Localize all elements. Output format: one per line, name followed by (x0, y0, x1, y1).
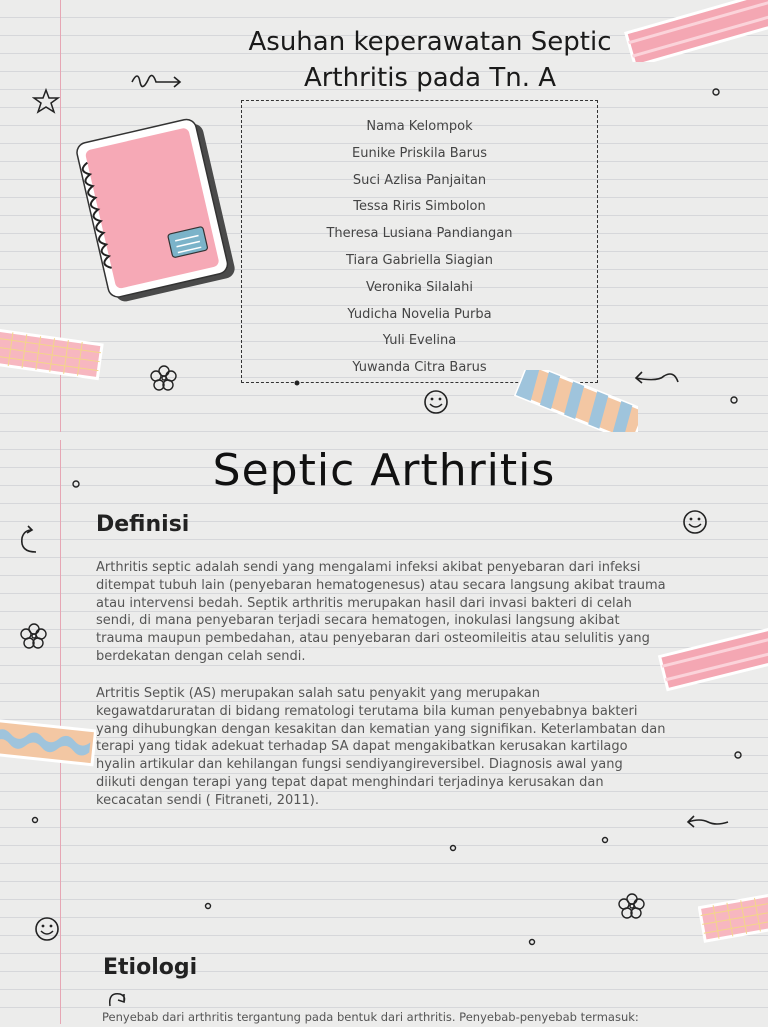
doodle-arrow-icon (128, 68, 188, 92)
member-name: Theresa Lusiana Pandiangan (326, 226, 513, 242)
wavy-tape-decoration (514, 370, 638, 432)
star-icon (32, 88, 60, 114)
text-line: berdekatan dengan celah sendi. (96, 648, 306, 664)
text-line: kegawatdaruratan di bidang rematologi terutama bila kuman penyebabnya bakteri (96, 703, 638, 719)
group-members-box (241, 100, 598, 383)
slide-separator (0, 432, 768, 440)
text-line: sendi, di mana penyebaran terjadi secara hematogen, inokulasi langsung akibat (96, 613, 620, 629)
flower-icon (618, 892, 646, 920)
dot-icon (527, 937, 537, 947)
cover-title-line-1: Asuhan keperawatan Septic (248, 27, 612, 57)
text-line: terapi yang tidak adekuat terhadap SA dapat mengakibatkan kerusakan kartilago (96, 739, 628, 755)
definisi-paragraph-1 (96, 559, 666, 666)
dot-icon (600, 835, 610, 845)
text-line: yang dihubungkan dengan kesakitan dan kematian yang signifikan. Keterlambatan dan (96, 721, 666, 737)
pink-tape-decoration (656, 628, 768, 692)
text-line: ditempat tubuh lain (penyebaran hematogenesus) atau secara langsung akibat trauma (96, 577, 666, 593)
notebook-illustration (76, 118, 240, 304)
member-name: Eunike Priskila Barus (352, 145, 487, 161)
member-name: Tessa Riris Simbolon (353, 199, 486, 215)
dot-icon (292, 378, 302, 388)
flower-icon (20, 622, 48, 650)
members-heading: Nama Kelompok (366, 119, 473, 134)
text-line: trauma maupun pembedahan, atau penyebaran dari osteomileitis atau selulitis yang (96, 631, 650, 647)
curved-arrow-icon (632, 366, 682, 388)
slide-title: Septic Arthritis (212, 445, 556, 496)
dot-icon (448, 843, 458, 853)
wavy-tape-decoration (0, 712, 96, 774)
flower-icon (150, 364, 178, 392)
dot-icon (70, 478, 82, 490)
text-line: kecacatan sendi ( Fitraneti, 2011). (96, 792, 319, 808)
pink-tape-decoration (622, 0, 768, 62)
notebook-margin-line (60, 0, 61, 1024)
curved-arrow-icon (104, 988, 130, 1010)
dot-icon (203, 901, 213, 911)
curved-arrow-icon (684, 810, 732, 830)
smiley-icon (422, 388, 450, 416)
member-name: Yuwanda Citra Barus (352, 360, 487, 376)
smiley-icon (33, 915, 61, 943)
definisi-heading: Definisi (96, 512, 190, 537)
etiologi-text: Penyebab dari arthritis tergantung pada bentuk dari arthritis. Penyebab-penyebab termasuk: (102, 1010, 639, 1024)
dot-icon (711, 87, 721, 97)
definisi-paragraph-2 (96, 685, 665, 810)
member-name: Yuli Evelina (382, 333, 457, 349)
member-name: Tiara Gabriella Siagian (345, 252, 494, 268)
text-line: hyalin artikular dan kehilangan fungsi sendiyangireversibel. Diagnosis awal yang (96, 757, 623, 773)
text-line: atau intervensi bedah. Septik arthritis merupakan hasil dari invasi bakteri di celah (96, 595, 632, 611)
curved-arrow-icon (14, 524, 42, 556)
dot-icon (30, 815, 40, 825)
smiley-icon (681, 508, 709, 536)
cover-title-line-2: Arthritis pada Tn. A (303, 63, 557, 93)
dot-icon (729, 395, 739, 405)
member-name: Veronika Silalahi (365, 279, 473, 295)
text-line: diikuti dengan terapi yang tepat dapat menghindari terjadinya kerusakan dan (96, 774, 604, 790)
grid-tape-decoration (0, 326, 104, 386)
etiologi-heading: Etiologi (103, 955, 198, 980)
grid-tape-decoration (698, 890, 768, 950)
text-line: Artritis Septik (AS) merupakan salah satu penyakit yang merupakan (96, 686, 540, 701)
member-name: Yudicha Novelia Purba (347, 306, 492, 322)
member-name: Suci Azlisa Panjaitan (352, 172, 487, 188)
text-line: Arthritis septic adalah sendi yang mengalami infeksi akibat penyebaran dari infeksi (96, 560, 641, 575)
cover-title (200, 24, 660, 96)
dot-icon (733, 750, 743, 760)
